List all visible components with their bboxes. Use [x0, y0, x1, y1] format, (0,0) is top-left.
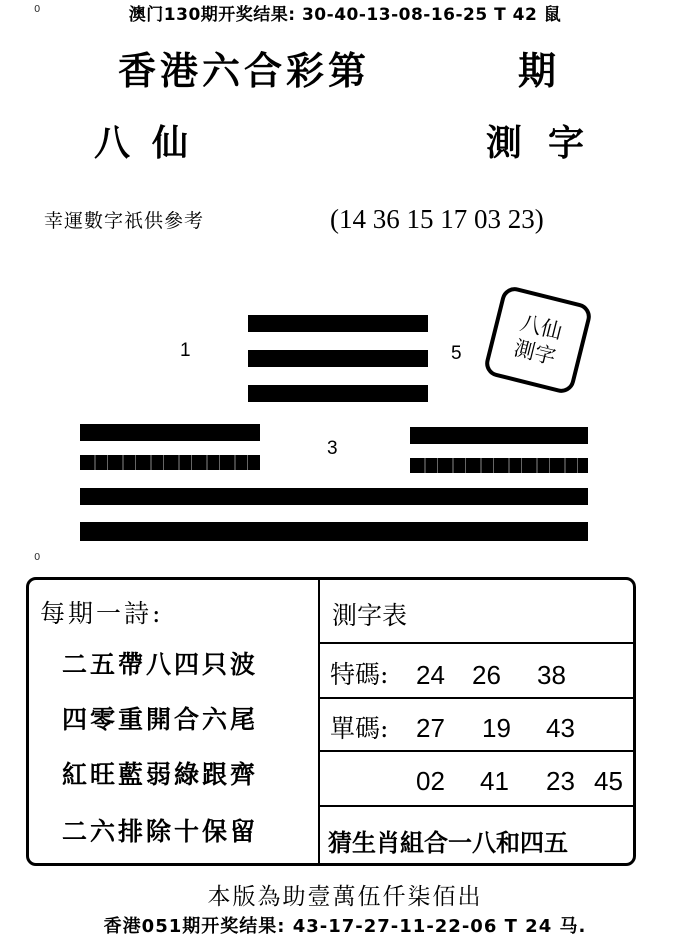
table-title: 測字表: [332, 601, 408, 630]
special-number: 38: [537, 660, 566, 690]
hexagram-top-bar-2: [248, 350, 428, 367]
single-number: 27: [416, 713, 445, 743]
stamp-line-2: 測字: [511, 335, 559, 370]
table-rule-3: [318, 750, 634, 752]
hexagram-top-bar-3: [248, 385, 428, 402]
special-number-label: 特碼:: [330, 660, 389, 689]
hexagram-label-1: 1: [180, 340, 191, 361]
footer-note: 本版為助壹萬伍仟柒佰出: [207, 884, 483, 910]
poem-line: 四零重開合六尾: [62, 705, 259, 734]
hexagram-top-bar-1: [248, 315, 428, 332]
hexagram-long-bar-1: [80, 488, 588, 505]
table-rule-1: [318, 642, 634, 644]
extra-numbers: [416, 766, 632, 796]
special-number: 24: [416, 660, 445, 690]
extra-number: 45: [594, 766, 623, 796]
hexagram-right-bar-2: [410, 458, 588, 473]
single-number: 43: [546, 713, 575, 743]
page-mark-mid: 0: [34, 552, 41, 563]
single-number: 19: [482, 713, 511, 743]
hexagram-long-bar-2: [80, 522, 588, 541]
baxian-stamp: [482, 284, 594, 396]
poem-title: 每期一詩:: [40, 599, 164, 628]
extra-number: 23: [546, 766, 575, 796]
hexagram-left-bar-2: [80, 455, 260, 470]
hexagram-left-bar-1: [80, 424, 260, 441]
extra-number: 02: [416, 766, 445, 796]
subtitle-baxian: 八仙: [94, 122, 211, 164]
panel-divider: [318, 577, 320, 866]
single-numbers: [416, 713, 626, 743]
lucky-numbers: (14 36 15 17 03 23): [330, 204, 544, 234]
table-rule-4: [318, 805, 634, 807]
zodiac-combo: 猜生肖組合一八和四五: [328, 828, 568, 857]
macau-result-line: 澳门130期开奖结果: 30-40-13-08-16-25 T 42 鼠: [128, 5, 562, 25]
page-title: 香港六合彩第: [118, 48, 371, 93]
table-rule-2: [318, 697, 634, 699]
page-title-suffix: 期: [518, 48, 557, 93]
poem-line: 紅旺藍弱綠跟齊: [62, 760, 259, 789]
hexagram-right-bar-1: [410, 427, 588, 444]
hexagram-label-3: 3: [327, 438, 338, 459]
hexagram-label-5: 5: [451, 343, 462, 364]
hongkong-result-line: 香港051期开奖结果: 43-17-27-11-22-06 T 24 马.: [103, 916, 587, 937]
poem-line: 二五帶八四只波: [62, 650, 259, 679]
subtitle-cezi: 測字: [486, 122, 611, 164]
extra-number: 41: [480, 766, 509, 796]
stamp-line-1: 八仙: [517, 310, 565, 345]
page-mark-top: 0: [34, 4, 41, 15]
poem-line: 二六排除十保留: [62, 817, 259, 846]
single-number-label: 單碼:: [330, 714, 389, 743]
special-number: 26: [472, 660, 501, 690]
special-numbers: [416, 660, 626, 690]
lucky-numbers-label: 幸運數字祇供參考: [44, 210, 205, 232]
